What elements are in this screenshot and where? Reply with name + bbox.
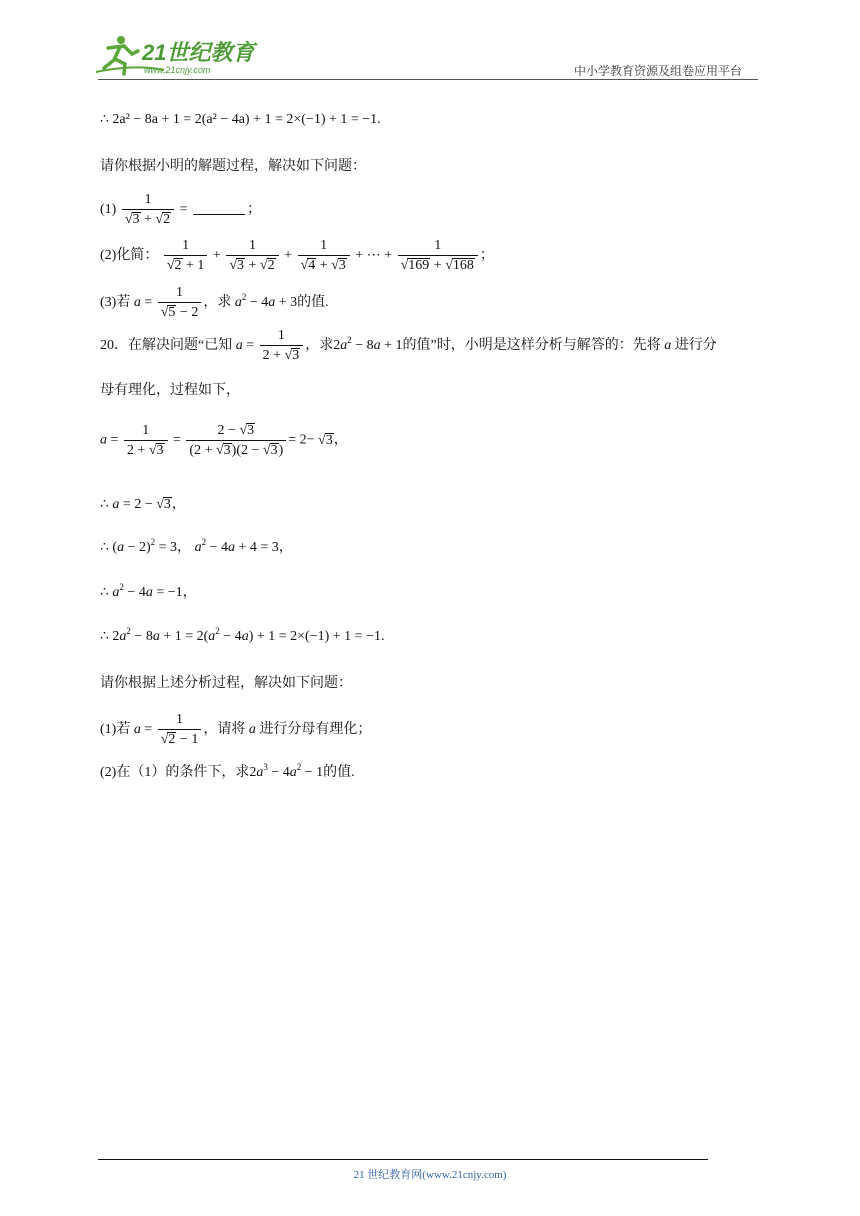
fraction: $\frac{1}{√3 + √2}$ <box>122 193 174 227</box>
q19-part1: (1) $\frac{1}{√3 + √2}$ = ； <box>100 192 262 227</box>
q20-stem-line2: 母有理化，过程如下， <box>100 383 240 398</box>
q20-stem: 20．在解决问题“已知 a = $\frac{1}{2 + √3}$ ，求$2a^2 - 8a + 1$的值”时，小明是这样分析与解答的：先将 a 进行分 <box>100 328 717 363</box>
site-logo <box>94 34 264 78</box>
q19-conclusion: ∴ 2a² − 8a + 1 = 2(a² − 4a) + 1 = 2×(−1) + 1 = −1. <box>100 112 381 127</box>
q20-step-3: ∴ $(a - 2)^2 = 3$， $a^2 - 4a + 4 = 3$， <box>100 537 293 555</box>
footer-divider <box>98 1159 708 1160</box>
svg-text:www.21cnjy.com: www.21cnjy.com <box>144 65 211 75</box>
site-tagline: 中小学教育资源及组卷应用平台 <box>574 64 743 78</box>
q19-intro: 请你根据小明的解题过程，解决如下问题： <box>100 159 366 174</box>
answer-blank <box>193 214 245 215</box>
svg-text:21世纪教育: 21世纪教育 <box>142 40 255 65</box>
q20-step-4: ∴ $a^2 - 4a = -1$， <box>100 582 197 600</box>
q20-part1: (1)若 a = $\frac{1}{√2 - 1}$ ，请将 a 进行分母有理化； <box>100 712 372 747</box>
header-divider <box>98 79 758 80</box>
q20-step-2: ∴ a = 2 − √3， <box>100 497 186 512</box>
q20-step-rationalize: a = $\frac{1}{2 + √3}$ = $\frac{2 - √3}{(2 + √3)(2 - √3)}$ = 2− √3， <box>100 422 348 458</box>
q19-part2: (2)化简： $\frac{1}{√2 + 1}$ + $\frac{1}{√3 + √2}$ + $\frac{1}{√4 + √3}$ + ⋯ + $\frac{1}{√169 + √168}$ ； <box>100 238 494 273</box>
q19-conclusion-math: 2a² − 8a + 1 = 2(a² − 4a) + 1 = 2×(−1) + 1 = −1. <box>112 112 381 127</box>
q20-part2: (2)在（1）的条件下，求$2a^3 - 4a^2 - 1$的值. <box>100 762 355 780</box>
q20-step-5: ∴ $2a^2 - 8a + 1 = 2(a^2 - 4a) + 1 = 2\times(-1) + 1 = -1$. <box>100 626 385 644</box>
footer-link[interactable]: 21 世纪教育网(www.21cnjy.com) <box>353 1169 507 1181</box>
q20-intro: 请你根据上述分析过程，解决如下问题： <box>100 676 352 691</box>
runner-logo-icon <box>94 34 264 78</box>
q19-part3: (3)若 a = $\frac{1}{√5 - 2}$ ，求 $a^2 - 4a + 3$的值. <box>100 285 329 320</box>
